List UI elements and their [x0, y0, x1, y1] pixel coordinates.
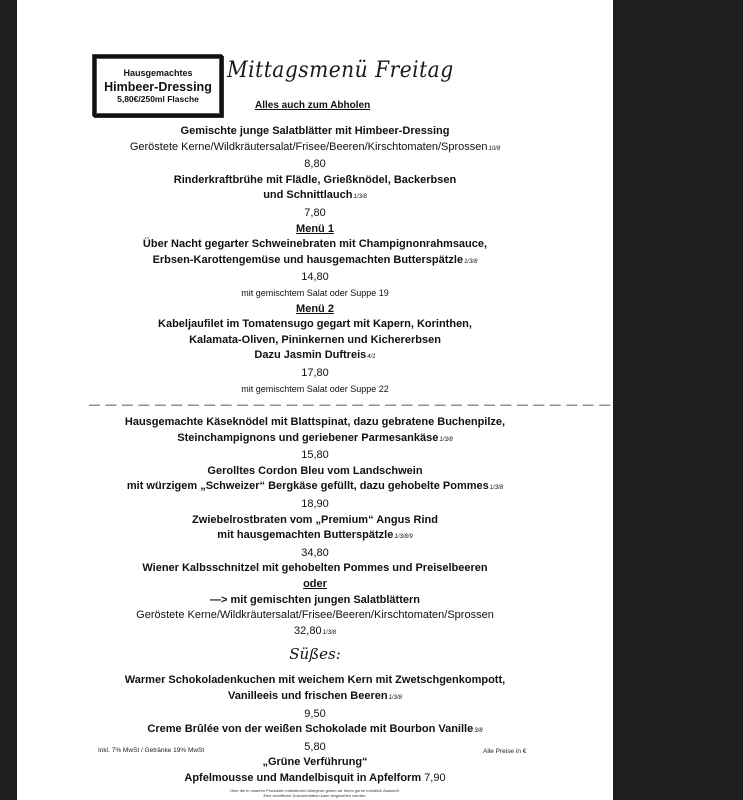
dish-name: Creme Brûlée von der weißen Schokolade mit Bourbon Vanille: [147, 723, 474, 736]
vat-note: Inkl. 7% MwSt / Getränke 19% MwSt: [98, 747, 205, 754]
allergy-note: [17, 788, 613, 798]
page-subtitle: Alles auch zum Abholen: [255, 100, 371, 111]
dish-price: 9,50: [304, 707, 326, 720]
menu-label: Menü 1: [296, 222, 334, 235]
dish-price: 18,90: [301, 498, 329, 511]
dish-price: 34,80: [301, 546, 329, 559]
dish-name-line-1: Kabeljaufilet im Tomatensugo gegart mit Kapern, Korinthen,: [158, 318, 472, 331]
allergen-codes: 1/3/8: [388, 695, 402, 701]
dish-name-line-3: Dazu Jasmin Duftreis: [254, 349, 367, 362]
dish-price: 8,80: [304, 158, 326, 171]
dish-kaeseknoedel: [17, 415, 613, 464]
dish-name-line-1: Über Nacht gegarter Schweinebraten mit Champignonrahmsauce,: [142, 238, 488, 251]
dish-name-line-2: mit würzigem „Schweizer“ Bergkäse gefüllt, dazu gehobelte Pommes: [126, 480, 489, 493]
dish-description: Geröstete Kerne/Wildkräutersalat/Frisee/Beeren/Kirschtomaten/Sprossen: [136, 609, 494, 622]
dish-name-line-2: Steinchampignons und geriebener Parmesankäse: [177, 431, 439, 444]
dish-name: Gemischte junge Salatblätter mit Himbeer-Dressing: [180, 125, 450, 137]
dish-price: 5,80: [304, 740, 326, 753]
allergen-codes: 1/3/8: [439, 436, 453, 443]
dish-option: mit gemischtem Salat oder Suppe 22: [241, 383, 389, 394]
page-title: Mittagsmenü Freitag: [227, 58, 454, 83]
dish-name-line-1: Rinderkraftbrühe mit Flädle, Grießknödel, Backerbsen: [173, 173, 457, 186]
allergen-codes: 4/1: [367, 354, 376, 361]
dish-option: mit gemischtem Salat oder Suppe 19: [241, 287, 389, 298]
menu-list: [17, 124, 743, 798]
dish-name-line-1: Wiener Kalbsschnitzel mit gehobelten Pommes und Preiselbeeren: [142, 562, 488, 575]
dish-name-line-2: Kalamata-Oliven, Pininkernen und Kichererbsen: [189, 333, 441, 346]
dish-zwiebelrostbraten: [17, 513, 613, 562]
allergy-note-line-2: Eine schriftliche Dokumentation kann eingesehen werden.: [263, 792, 367, 798]
dish-name-line-2: Erbsen-Karottengemüse und hausgemachten Butterspätzle: [152, 253, 464, 266]
dish-name-line-1: „Grüne Verführung“: [262, 756, 368, 769]
allergen-codes: 1/3/8: [322, 629, 336, 636]
dessert-chocolate-cake: [17, 673, 613, 722]
dish-or: oder: [303, 578, 327, 591]
dessert-apple: [17, 755, 613, 786]
dish-price: 7,80: [304, 206, 326, 219]
dish-name-line-2: —> mit gemischten jungen Salatblättern: [210, 593, 420, 606]
promo-line-3: 5,80€/250ml Flasche: [117, 94, 199, 104]
dish-schnitzel: [17, 561, 613, 641]
allergen-codes: 1/3/8: [464, 258, 478, 265]
section-divider: — — — — — — — — — — — — — — — — — — — — — — — — — — — — — — — — — — — — — — — —: [89, 399, 743, 412]
dish-price: 7,90: [424, 771, 446, 784]
dish-price: 32,80: [294, 624, 322, 637]
sweets-heading: Süßes:: [289, 645, 341, 664]
dish-menu-2: [17, 302, 613, 398]
dressing-promo-box: [93, 55, 223, 117]
dish-name-line-1: Zwiebelrostbraten vom „Premium“ Angus Rind: [192, 513, 438, 526]
dish-name-line-2: Vanilleeis und frischen Beeren: [228, 690, 388, 702]
dish-menu-1: [17, 222, 613, 302]
dish-name-line-2: Apfelmousse und Mandelbisquit in Apfelform: [184, 771, 422, 784]
dish-name-line-2: und Schnittlauch: [263, 189, 353, 202]
currency-note: Alle Preise in €: [483, 748, 527, 755]
dish-name-line-2: mit hausgemachten Butterspätzle: [217, 529, 394, 542]
promo-line-2: Himbeer-Dressing: [104, 80, 212, 94]
dish-name-line-1: Hausgemachte Käseknödel mit Blattspinat, dazu gebratene Buchenpilze,: [124, 416, 506, 429]
promo-line-1: Hausgemachtes: [123, 68, 193, 78]
dish-price: 14,80: [301, 271, 329, 284]
dish-price: 15,80: [301, 449, 329, 462]
menu-page: [17, 0, 743, 800]
dish-cordon-bleu: [17, 464, 613, 513]
allergen-codes: 3/8: [474, 728, 483, 735]
dish-price: 17,80: [301, 366, 329, 379]
dish-description: Geröstete Kerne/Wildkräutersalat/Frisee/Beeren/Kirschtomaten/Sprossen: [129, 140, 488, 153]
dish-name-line-1: Gerolltes Cordon Bleu vom Landschwein: [207, 464, 423, 477]
allergen-codes: 10/8: [488, 145, 501, 152]
menu-label: Menü 2: [296, 302, 334, 315]
allergy-note-line-1: Über die in unseren Produkten enthaltenen Allergene geben wir Ihnen gerne mündlich Auskunft.: [230, 787, 400, 793]
dish-salad: [17, 124, 613, 173]
allergen-codes: 1/3/8: [489, 485, 504, 492]
dish-name-line-1: Warmer Schokoladenkuchen mit weichem Kern mit Zwetschgenkompott,: [124, 674, 506, 687]
allergen-codes: 1/3/8: [353, 194, 367, 201]
allergen-codes: 1/3/8/9: [394, 534, 413, 541]
dish-soup: [17, 173, 613, 222]
